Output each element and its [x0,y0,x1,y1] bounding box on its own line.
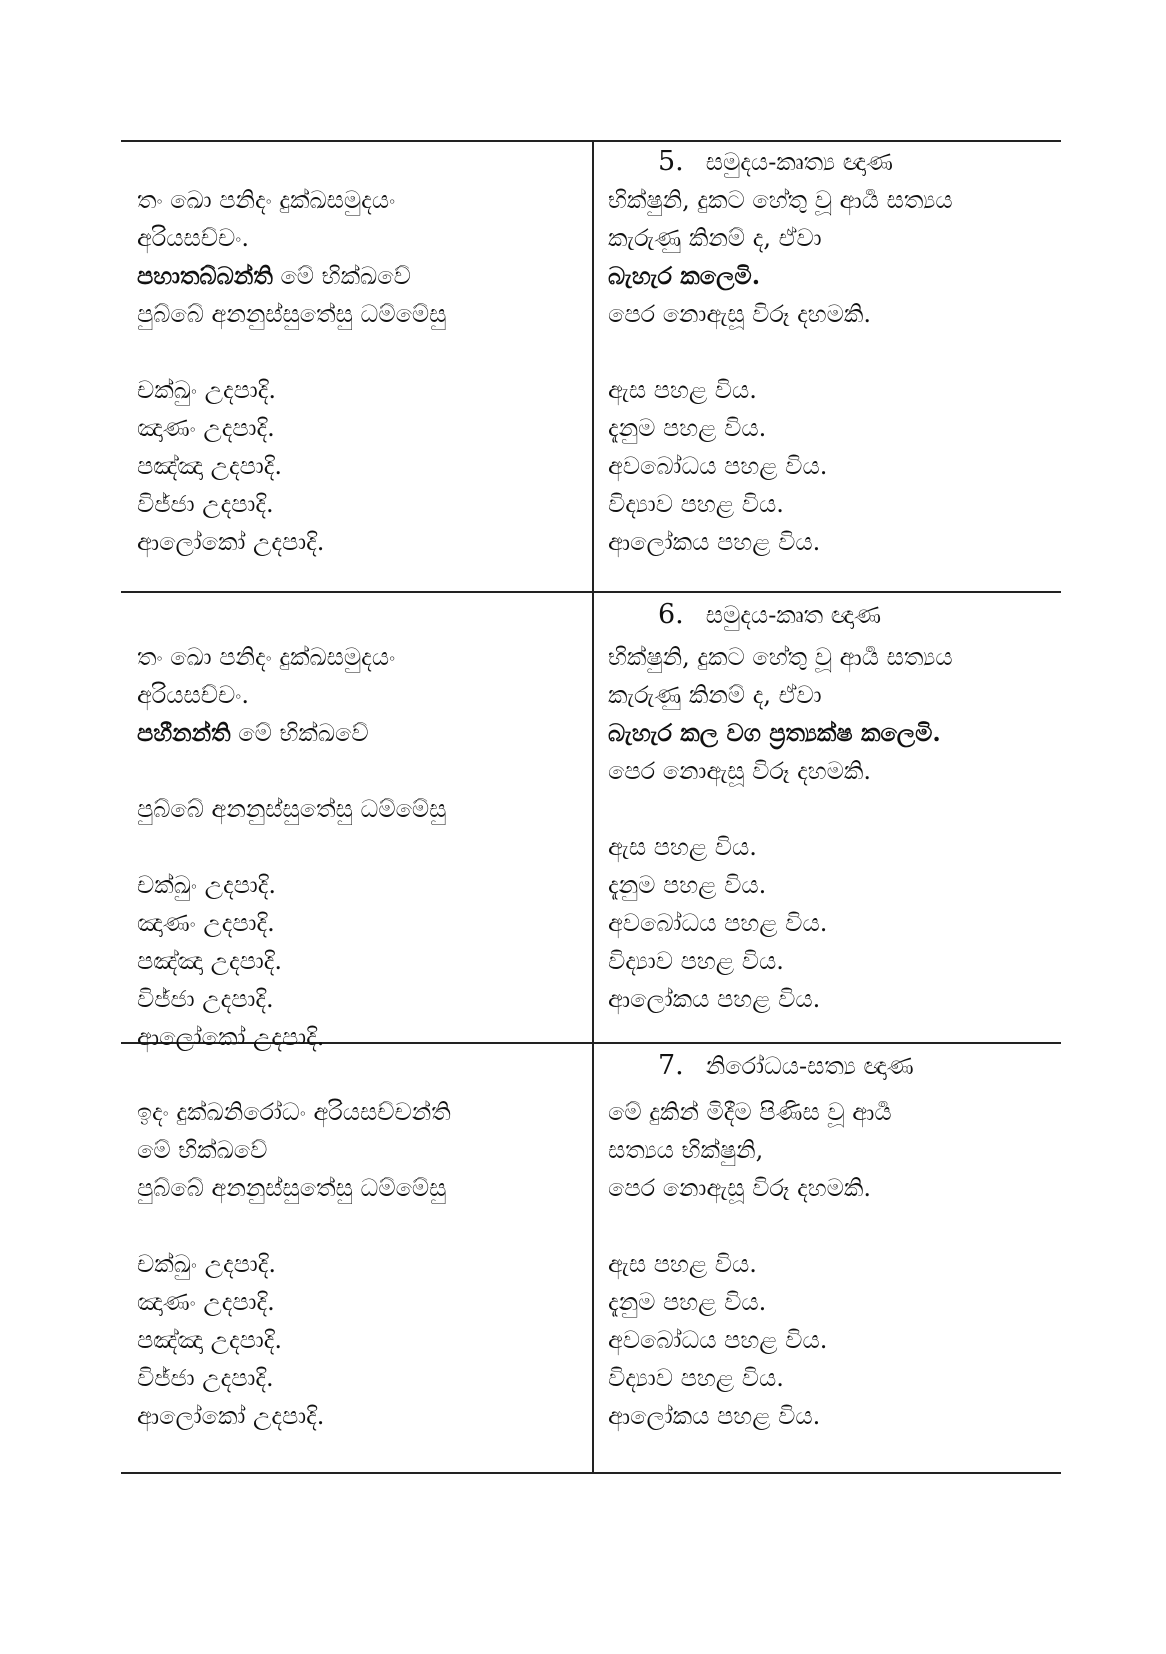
pali-line: මේ භික්ඛවේ [137,1136,268,1164]
sinhala-line: ඇස පහළ විය. [608,1250,757,1278]
pali-line: ඉදං දුක්ඛනිරෝධං අරියසච්චන්ති [137,1098,451,1126]
pali-line: පඤ්ඤා උදපාදි. [137,1326,283,1354]
sinhala-line: කැරුණු කිනම් ද, ඒවා [608,224,822,252]
pali-line: අරියසච්චං. [137,681,250,709]
sinhala-line: ඇස පහළ විය. [608,833,757,861]
sinhala-line: විද්‍යාව පහළ විය. [608,947,784,975]
row-divider-1 [121,591,1061,593]
pali-line: ඤාණං උදපාදි. [137,909,275,937]
section-6-header [658,596,881,634]
sinhala-line: අවබෝධය පහළ විය. [608,909,828,937]
sinhala-line: ආලෝකය පහළ විය. [608,1402,821,1430]
sinhala-line: අවබෝධය පහළ විය. [608,452,828,480]
sinhala-line: විද්‍යාව පහළ විය. [608,490,784,518]
pali-line: පුබ්බේ අනනුස්සුතේසු ධම්මේසු [137,795,447,823]
pali-line: චක්ඛුං උදපාදි. [137,376,277,404]
sinhala-line: දැනුම පහළ විය. [608,1288,767,1316]
sinhala-line: පෙර නොඇසූ විරූ දහමකි. [608,300,872,328]
table-top-rule [121,140,1061,142]
sinhala-line: ඇස පහළ විය. [608,376,757,404]
pali-line: පුබ්බේ අනනුස්සුතේසු ධම්මේසු [137,300,447,328]
pali-line: ආලෝකෝ උදපාදි. [137,528,325,556]
pali-line: තං ඛො පනිදං දුක්ඛසමුදයං [137,643,396,671]
sinhala-line: භික්ෂුනි, දුකට හේතු වූ ආර්‍ය සත්‍යය [608,643,953,671]
sinhala-line: මේ දුකින් මිදීම පිණිස වූ ආර්‍ය [608,1098,892,1126]
pali-line: තං ඛො පනිදං දුක්ඛසමුදයං [137,186,396,214]
sinhala-line: සත්‍යය භික්ෂුනි, [608,1136,764,1164]
bold-term: පහාතබ්බන්ති [137,261,273,290]
pali-line: විජ්ජා උදපාදි. [137,985,274,1013]
pali-line: ඤාණං උදපාදි. [137,414,275,442]
sinhala-line: අවබෝධය පහළ විය. [608,1326,828,1354]
pali-line: චක්ඛුං උදපාදි. [137,1250,277,1278]
pali-line: පුබ්බේ අනනුස්සුතේසු ධම්මේසු [137,1174,447,1202]
pali-line-emphasis [137,714,369,752]
line-rest: මේ භික්ඛවේ [230,719,369,747]
section-number: 5. [658,146,684,177]
sinhala-line: භික්ෂුනි, දුකට හේතු වූ ආර්‍ය සත්‍යය [608,186,953,214]
sinhala-line: දැනුම පහළ විය. [608,871,767,899]
bold-term: පහීනන්ති [137,718,231,747]
section-number: 7. [658,1050,684,1081]
section-title: සමුදය-කෘත ඥාණ [705,601,882,629]
pali-line: පඤ්ඤා උදපාදි. [137,947,283,975]
sinhala-line: විද්‍යාව පහළ විය. [608,1364,784,1392]
section-title: සමුදය-කෘත්‍ය ඥාණ [705,148,893,176]
pali-line-emphasis [137,257,411,295]
pali-line: පඤ්ඤා උදපාදි. [137,452,283,480]
section-number: 6. [658,599,684,630]
line-rest: මේ භික්ඛවේ [272,262,411,290]
section-title: නිරෝධය-සත්‍ය ඥාණ [705,1052,914,1080]
pali-line: අරියසච්චං. [137,224,250,252]
sinhala-line-emphasis: බැහැර කල වග ප්‍රත්‍යක්ෂ කලෙමි. [608,718,941,747]
sinhala-line: දැනුම පහළ විය. [608,414,767,442]
pali-line: ආලෝකෝ උදපාදි. [137,1402,325,1430]
sinhala-line: ආලෝකය පහළ විය. [608,985,821,1013]
pali-line: චක්ඛුං උදපාදි. [137,871,277,899]
pali-line: විජ්ජා උදපාදි. [137,490,274,518]
sinhala-line: පෙර නොඇසූ විරූ දහමකි. [608,1174,872,1202]
pali-line: ආලෝකෝ උදපාදි. [137,1023,325,1051]
sinhala-line-emphasis: බැහැර කලෙමි. [608,261,761,290]
table-bottom-rule [121,1472,1061,1474]
sinhala-line: කැරුණු කිනම් ද, ඒවා [608,681,822,709]
section-5-header [658,143,893,181]
pali-line: විජ්ජා උදපාදි. [137,1364,274,1392]
sinhala-line: පෙර නොඇසූ විරූ දහමකි. [608,757,872,785]
column-divider [592,140,594,1472]
section-7-header [658,1047,914,1085]
pali-line: ඤාණං උදපාදි. [137,1288,275,1316]
sinhala-line: ආලෝකය පහළ විය. [608,528,821,556]
